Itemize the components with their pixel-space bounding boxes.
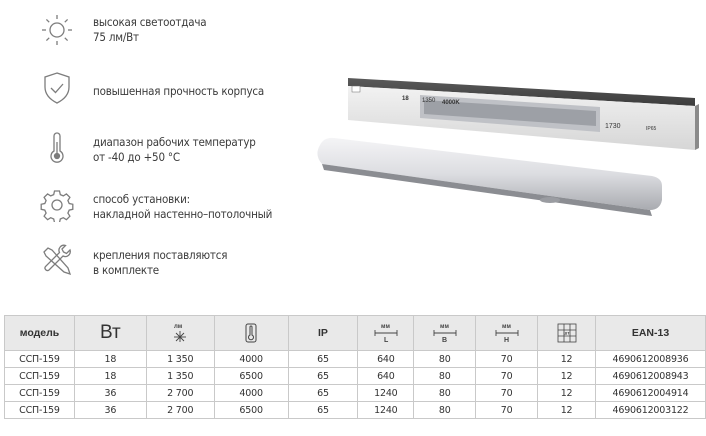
svg-text:мм: мм bbox=[439, 324, 449, 330]
feature-light-output bbox=[0, 13, 330, 53]
shield-check-icon bbox=[40, 71, 74, 105]
feature-text-line2: 75 лм/Вт bbox=[93, 30, 139, 44]
table-cell: 70 bbox=[476, 368, 538, 385]
table-cell: 1240 bbox=[358, 402, 414, 419]
table-cell: 18 bbox=[74, 368, 146, 385]
header-power: Вт bbox=[74, 316, 146, 351]
tools-icon bbox=[40, 244, 74, 278]
header-height bbox=[476, 316, 538, 351]
width-dimension-icon bbox=[431, 322, 459, 344]
header-model: модель bbox=[5, 316, 75, 351]
table-cell: 80 bbox=[414, 351, 476, 368]
thermometer-icon bbox=[40, 131, 74, 165]
gear-icon bbox=[40, 188, 74, 222]
table-cell: 12 bbox=[538, 368, 596, 385]
box-ip: IP65 bbox=[646, 126, 657, 132]
table-cell: 1240 bbox=[358, 385, 414, 402]
table-cell: 80 bbox=[414, 368, 476, 385]
table-row bbox=[5, 351, 706, 368]
luminous-flux-icon bbox=[165, 322, 195, 344]
table-cell: 12 bbox=[538, 351, 596, 368]
table-cell: 1 350 bbox=[146, 368, 214, 385]
svg-text:мм: мм bbox=[501, 324, 511, 330]
table-cell: 4690612004914 bbox=[596, 385, 706, 402]
table-cell: 80 bbox=[414, 402, 476, 419]
table-cell: 4000 bbox=[214, 385, 288, 402]
length-dimension-icon bbox=[372, 322, 400, 344]
table-cell: 65 bbox=[288, 385, 358, 402]
feature-text-line1: повышенная прочность корпуса bbox=[93, 84, 265, 98]
box-cct: 4000K bbox=[442, 100, 460, 106]
feature-mounting bbox=[0, 188, 330, 228]
header-ip: IP bbox=[288, 316, 358, 351]
table-row bbox=[5, 385, 706, 402]
package-grid-icon bbox=[557, 323, 577, 343]
svg-text:шт: шт bbox=[563, 330, 570, 336]
table-cell: 80 bbox=[414, 385, 476, 402]
feature-text-line1: крепления поставляются bbox=[93, 248, 228, 262]
table-cell: 65 bbox=[288, 368, 358, 385]
svg-text:H: H bbox=[503, 337, 509, 344]
thermometer-icon bbox=[244, 323, 258, 343]
table-cell: 70 bbox=[476, 385, 538, 402]
box-watt: 18 bbox=[402, 96, 409, 102]
table-header-row bbox=[5, 316, 706, 351]
svg-text:L: L bbox=[383, 337, 389, 344]
spec-table bbox=[4, 315, 706, 419]
height-dimension-icon bbox=[493, 322, 521, 344]
table-cell: 70 bbox=[476, 351, 538, 368]
table-cell: ССП-159 bbox=[5, 351, 75, 368]
header-ean: EAN-13 bbox=[596, 316, 706, 351]
feature-fasteners bbox=[0, 244, 330, 284]
table-cell: ССП-159 bbox=[5, 368, 75, 385]
feature-text-line1: диапазон рабочих температур bbox=[93, 135, 256, 149]
feature-temperature bbox=[0, 131, 330, 171]
table-cell: 6500 bbox=[214, 368, 288, 385]
table-cell: 2 700 bbox=[146, 385, 214, 402]
table-cell: 1 350 bbox=[146, 351, 214, 368]
table-cell: 12 bbox=[538, 385, 596, 402]
box-length: 1730 bbox=[605, 123, 621, 130]
header-lumen bbox=[146, 316, 214, 351]
svg-text:B: B bbox=[441, 337, 447, 344]
table-cell: 640 bbox=[358, 368, 414, 385]
table-cell: 70 bbox=[476, 402, 538, 419]
feature-text-line2: от -40 до +50 °С bbox=[93, 150, 180, 164]
product-image bbox=[300, 60, 700, 220]
table-cell: 65 bbox=[288, 351, 358, 368]
table-cell: 640 bbox=[358, 351, 414, 368]
feature-text-line2: в комплекте bbox=[93, 263, 159, 277]
table-cell: 18 bbox=[74, 351, 146, 368]
header-width bbox=[414, 316, 476, 351]
table-row bbox=[5, 402, 706, 419]
header-color-temp bbox=[214, 316, 288, 351]
feature-text-line2: накладной настенно–потолочный bbox=[93, 207, 273, 221]
table-cell: ССП-159 bbox=[5, 385, 75, 402]
table-row bbox=[5, 368, 706, 385]
lumen-unit: лм bbox=[174, 324, 183, 330]
table-cell: 36 bbox=[74, 385, 146, 402]
table-cell: 65 bbox=[288, 402, 358, 419]
table-cell: 36 bbox=[74, 402, 146, 419]
feature-text-line1: способ установки: bbox=[93, 192, 190, 206]
table-cell: ССП-159 bbox=[5, 402, 75, 419]
table-cell: 4000 bbox=[214, 351, 288, 368]
header-length bbox=[358, 316, 414, 351]
header-pack bbox=[538, 316, 596, 351]
table-cell: 4690612003122 bbox=[596, 402, 706, 419]
table-cell: 2 700 bbox=[146, 402, 214, 419]
box-lumen: 1350 bbox=[422, 98, 436, 104]
table-cell: 6500 bbox=[214, 402, 288, 419]
table-cell: 4690612008943 bbox=[596, 368, 706, 385]
table-cell: 12 bbox=[538, 402, 596, 419]
feature-durability bbox=[0, 71, 330, 111]
table-cell: 4690612008936 bbox=[596, 351, 706, 368]
svg-text:мм: мм bbox=[380, 324, 390, 330]
feature-text-line1: высокая светоотдача bbox=[93, 15, 207, 29]
sun-icon bbox=[40, 13, 74, 47]
